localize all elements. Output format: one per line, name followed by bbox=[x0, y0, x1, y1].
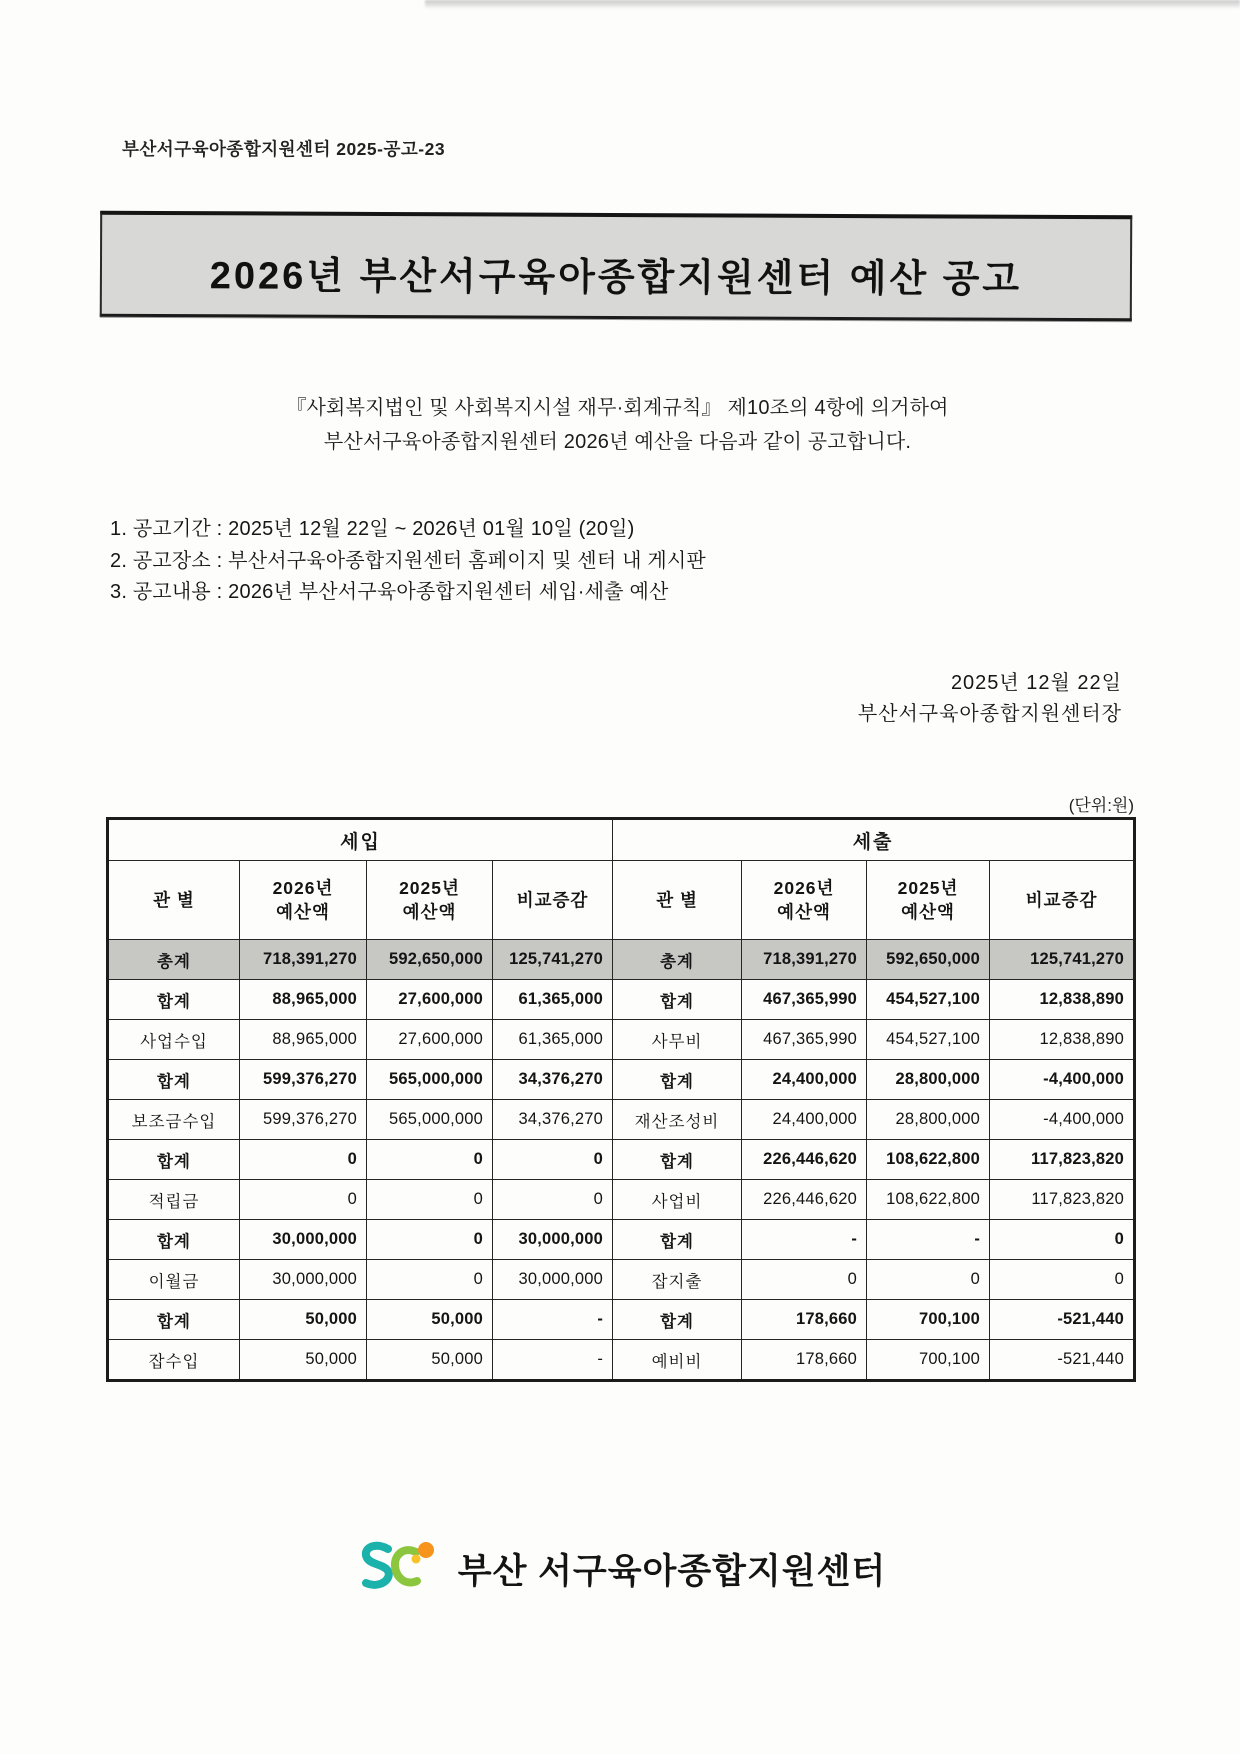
amount-cell: 467,365,990 bbox=[742, 980, 867, 1020]
table-row bbox=[108, 980, 1135, 1020]
amount-cell: 12,838,890 bbox=[990, 1020, 1135, 1060]
amount-cell: 565,000,000 bbox=[367, 1100, 493, 1140]
row-label: 재산조성비 bbox=[613, 1100, 742, 1140]
amount-cell: 117,823,820 bbox=[990, 1180, 1135, 1220]
row-label: 합계 bbox=[108, 1060, 240, 1100]
amount-cell: 599,376,270 bbox=[240, 1060, 367, 1100]
amount-cell: 718,391,270 bbox=[240, 940, 367, 980]
amount-cell: 454,527,100 bbox=[867, 980, 990, 1020]
amount-cell: 50,000 bbox=[240, 1300, 367, 1340]
amount-cell: 0 bbox=[742, 1260, 867, 1300]
amount-cell: 178,660 bbox=[742, 1340, 867, 1381]
amount-cell: 88,965,000 bbox=[240, 1020, 367, 1060]
amount-cell: 50,000 bbox=[240, 1340, 367, 1381]
amount-cell: 599,376,270 bbox=[240, 1100, 367, 1140]
amount-cell: -521,440 bbox=[990, 1340, 1135, 1381]
notice-item-period: 1. 공고기간 : 2025년 12월 22일 ~ 2026년 01월 10일 (20일) bbox=[110, 518, 635, 540]
revenue-group-header: 세입 bbox=[108, 819, 613, 861]
amount-cell: 592,650,000 bbox=[867, 940, 990, 980]
amount-cell: 28,800,000 bbox=[867, 1060, 990, 1100]
table-row bbox=[108, 1140, 1135, 1180]
budget-table bbox=[106, 817, 1136, 1382]
row-label: 잡지출 bbox=[613, 1260, 742, 1300]
amount-cell: 565,000,000 bbox=[367, 1060, 493, 1100]
row-label: 보조금수입 bbox=[108, 1100, 240, 1140]
amount-cell: 0 bbox=[367, 1260, 493, 1300]
amount-cell: 30,000,000 bbox=[240, 1220, 367, 1260]
amount-cell: 0 bbox=[240, 1180, 367, 1220]
column-header: 2025년 예산액 bbox=[367, 861, 493, 940]
title-box bbox=[100, 211, 1132, 322]
row-label: 이월금 bbox=[108, 1260, 240, 1300]
column-header: 비교증감 bbox=[990, 861, 1135, 940]
row-label: 합계 bbox=[108, 980, 240, 1020]
amount-cell: 226,446,620 bbox=[742, 1180, 867, 1220]
table-row bbox=[108, 1180, 1135, 1220]
amount-cell: 27,600,000 bbox=[367, 980, 493, 1020]
row-label: 적립금 bbox=[108, 1180, 240, 1220]
amount-cell: 125,741,270 bbox=[990, 940, 1135, 980]
row-label: 합계 bbox=[108, 1140, 240, 1180]
amount-cell: 454,527,100 bbox=[867, 1020, 990, 1060]
notice-list bbox=[110, 514, 1010, 609]
unit-label: (단위:원) bbox=[1068, 796, 1134, 815]
group-header-row bbox=[108, 819, 1135, 861]
amount-cell: 0 bbox=[867, 1260, 990, 1300]
table-row bbox=[108, 1300, 1135, 1340]
signer-title: 부산서구육아종합지원센터장 bbox=[857, 702, 1122, 725]
amount-cell: - bbox=[493, 1340, 613, 1381]
row-label: 잡수입 bbox=[108, 1340, 240, 1381]
amount-cell: 27,600,000 bbox=[367, 1020, 493, 1060]
amount-cell: -4,400,000 bbox=[990, 1100, 1135, 1140]
scan-artifact bbox=[425, 0, 1240, 9]
row-label: 사무비 bbox=[613, 1020, 742, 1060]
amount-cell: 117,823,820 bbox=[990, 1140, 1135, 1180]
amount-cell: 0 bbox=[990, 1260, 1135, 1300]
intro-paragraph bbox=[100, 391, 1135, 459]
amount-cell: 24,400,000 bbox=[742, 1100, 867, 1140]
table-row bbox=[108, 1060, 1135, 1100]
amount-cell: 30,000,000 bbox=[493, 1220, 613, 1260]
center-logo bbox=[0, 1537, 1240, 1601]
amount-cell: 34,376,270 bbox=[493, 1100, 613, 1140]
row-label: 합계 bbox=[613, 1220, 742, 1260]
amount-cell: 61,365,000 bbox=[493, 1020, 613, 1060]
table-row bbox=[108, 940, 1135, 980]
row-label: 예비비 bbox=[613, 1340, 742, 1381]
page-title: 2026년 부산서구육아종합지원센터 예산 공고 bbox=[209, 255, 1023, 301]
amount-cell: 226,446,620 bbox=[742, 1140, 867, 1180]
table-row bbox=[108, 1100, 1135, 1140]
center-logo-icon bbox=[354, 1537, 442, 1601]
column-header: 2025년 예산액 bbox=[867, 861, 990, 940]
logo-dot-small bbox=[411, 1555, 420, 1564]
amount-cell: 61,365,000 bbox=[493, 980, 613, 1020]
date-block bbox=[640, 668, 1122, 729]
table-row bbox=[108, 1340, 1135, 1381]
row-label: 합계 bbox=[108, 1220, 240, 1260]
amount-cell: 0 bbox=[990, 1220, 1135, 1260]
amount-cell: 108,622,800 bbox=[867, 1180, 990, 1220]
notice-item-content: 3. 공고내용 : 2026년 부산서구육아종합지원센터 세입·세출 예산 bbox=[110, 581, 669, 603]
amount-cell: 28,800,000 bbox=[867, 1100, 990, 1140]
amount-cell: 0 bbox=[367, 1180, 493, 1220]
amount-cell: 30,000,000 bbox=[493, 1260, 613, 1300]
amount-cell: 50,000 bbox=[367, 1340, 493, 1381]
expenditure-group-header: 세출 bbox=[613, 819, 1135, 861]
row-label: 합계 bbox=[108, 1300, 240, 1340]
amount-cell: 178,660 bbox=[742, 1300, 867, 1340]
amount-cell: 30,000,000 bbox=[240, 1260, 367, 1300]
row-label: 합계 bbox=[613, 1300, 742, 1340]
row-label: 총계 bbox=[108, 940, 240, 980]
amount-cell: 0 bbox=[493, 1180, 613, 1220]
notice-item-place: 2. 공고장소 : 부산서구육아종합지원센터 홈페이지 및 센터 내 게시판 bbox=[110, 549, 706, 572]
doc-number: 부산서구육아종합지원센터 2025-공고-23 bbox=[122, 139, 446, 159]
amount-cell: -4,400,000 bbox=[990, 1060, 1135, 1100]
intro-line-2: 부산서구육아종합지원센터 2026년 예산을 다음과 같이 공고합니다. bbox=[323, 431, 912, 453]
amount-cell: - bbox=[742, 1220, 867, 1260]
row-label: 합계 bbox=[613, 1060, 742, 1100]
amount-cell: 88,965,000 bbox=[240, 980, 367, 1020]
table-row bbox=[108, 1020, 1135, 1060]
intro-line-1: 『사회복지법인 및 사회복지시설 재무·회계규칙』 제10조의 4항에 의거하여 bbox=[286, 397, 949, 419]
center-logo-text: 부산 서구육아종합지원센터 bbox=[457, 1552, 887, 1591]
amount-cell: 700,100 bbox=[867, 1340, 990, 1381]
logo-dot bbox=[418, 1542, 434, 1558]
column-header: 관 별 bbox=[108, 861, 240, 940]
amount-cell: -521,440 bbox=[990, 1300, 1135, 1340]
row-label: 총계 bbox=[613, 940, 742, 980]
amount-cell: - bbox=[867, 1220, 990, 1260]
row-label: 합계 bbox=[613, 980, 742, 1020]
amount-cell: 108,622,800 bbox=[867, 1140, 990, 1180]
amount-cell: 125,741,270 bbox=[493, 940, 613, 980]
amount-cell: 718,391,270 bbox=[742, 940, 867, 980]
column-header: 관 별 bbox=[613, 861, 742, 940]
column-header-row bbox=[108, 861, 1135, 940]
column-header: 비교증감 bbox=[493, 861, 613, 940]
column-header: 2026년 예산액 bbox=[742, 861, 867, 940]
table-row bbox=[108, 1260, 1135, 1300]
amount-cell: 0 bbox=[240, 1140, 367, 1180]
row-label: 사업수입 bbox=[108, 1020, 240, 1060]
row-label: 사업비 bbox=[613, 1180, 742, 1220]
amount-cell: 34,376,270 bbox=[493, 1060, 613, 1100]
column-header: 2026년 예산액 bbox=[240, 861, 367, 940]
announcement-date: 2025년 12월 22일 bbox=[950, 672, 1122, 694]
amount-cell: 467,365,990 bbox=[742, 1020, 867, 1060]
row-label: 합계 bbox=[613, 1140, 742, 1180]
amount-cell: - bbox=[493, 1300, 613, 1340]
amount-cell: 0 bbox=[493, 1140, 613, 1180]
amount-cell: 700,100 bbox=[867, 1300, 990, 1340]
amount-cell: 592,650,000 bbox=[367, 940, 493, 980]
amount-cell: 50,000 bbox=[367, 1300, 493, 1340]
amount-cell: 0 bbox=[367, 1140, 493, 1180]
amount-cell: 0 bbox=[367, 1220, 493, 1260]
amount-cell: 24,400,000 bbox=[742, 1060, 867, 1100]
amount-cell: 12,838,890 bbox=[990, 980, 1135, 1020]
table-row bbox=[108, 1220, 1135, 1260]
